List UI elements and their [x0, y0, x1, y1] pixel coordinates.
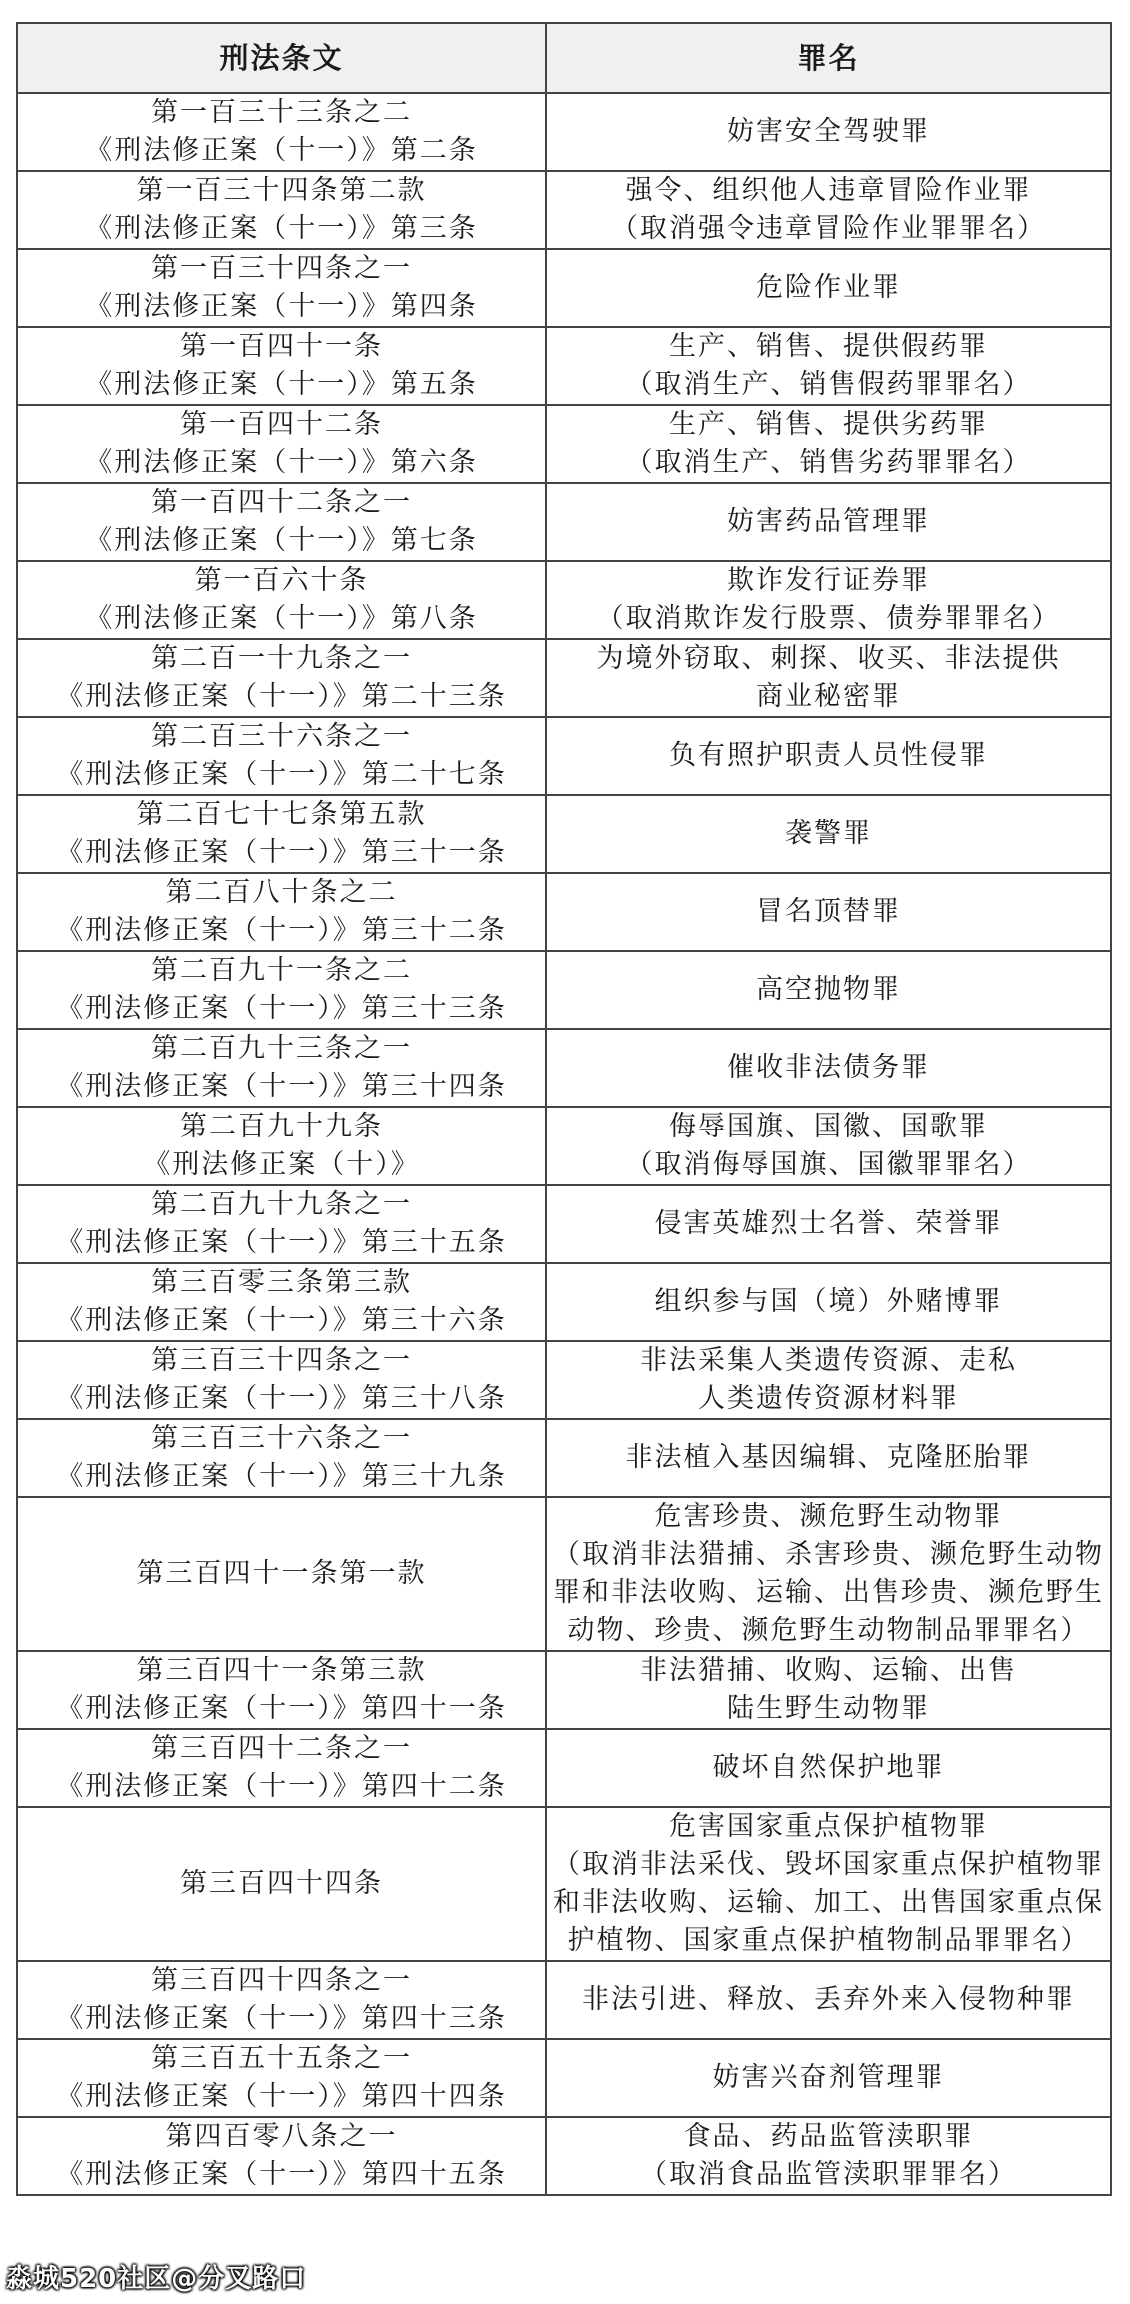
table-row: [17, 2039, 1111, 2117]
article-line: 第二百八十条之二: [165, 877, 398, 908]
crime-line: 商业秘密罪: [756, 681, 901, 712]
table-row: [17, 1185, 1111, 1263]
article-cell: [17, 1497, 546, 1651]
crime-line: 妨害药品管理罪: [727, 506, 930, 537]
crime-cell: [546, 405, 1111, 483]
article-line: 第二百九十九条: [180, 1111, 383, 1142]
article-line: 《刑法修正案（十一）》第三十五条: [56, 1227, 507, 1258]
crime-line: 非法引进、释放、丢弃外来入侵物种罪: [582, 1984, 1075, 2015]
article-line: 《刑法修正案（十一）》第四条: [85, 291, 478, 322]
table-row: [17, 483, 1111, 561]
table-row: [17, 1497, 1111, 1651]
crime-line: 冒名顶替罪: [756, 896, 901, 927]
article-cell: [17, 93, 546, 171]
crime-line: 陆生野生动物罪: [727, 1693, 930, 1724]
article-cell: [17, 1107, 546, 1185]
table-row: [17, 1263, 1111, 1341]
crime-line: 妨害兴奋剂管理罪: [712, 2062, 945, 2093]
table-row: [17, 561, 1111, 639]
article-cell: [17, 2039, 546, 2117]
crime-cell: [546, 951, 1111, 1029]
table-row: [17, 1107, 1111, 1185]
crime-cell: [546, 717, 1111, 795]
crime-line: 非法植入基因编辑、克隆胚胎罪: [625, 1442, 1032, 1473]
crime-line: （取消强令违章冒险作业罪罪名）: [611, 213, 1046, 244]
watermark: 淼城520社区@分叉路口: [6, 2264, 307, 2294]
crime-cell: [546, 1185, 1111, 1263]
table-row: [17, 1961, 1111, 2039]
crime-cell: [546, 1497, 1111, 1651]
article-line: 《刑法修正案（十一）》第三十三条: [56, 993, 507, 1024]
article-line: 第一百三十四条之一: [151, 253, 412, 284]
article-line: 《刑法修正案（十）》: [143, 1149, 420, 1180]
article-line: 《刑法修正案（十一）》第三十一条: [56, 837, 507, 868]
article-line: 第三百五十五条之一: [151, 2043, 412, 2074]
article-line: 《刑法修正案（十一）》第四十四条: [56, 2081, 507, 2112]
crime-line: 非法猎捕、收购、运输、出售: [640, 1655, 1017, 1686]
article-line: 第一百四十二条之一: [151, 487, 412, 518]
law-table-container: [16, 22, 1110, 2196]
article-cell: [17, 795, 546, 873]
table-row: [17, 1419, 1111, 1497]
article-cell: [17, 639, 546, 717]
crime-line: 危害珍贵、濒危野生动物罪: [654, 1501, 1003, 1532]
article-line: 第二百七十七条第五款: [136, 799, 427, 830]
crime-line: 非法采集人类遗传资源、走私: [640, 1345, 1017, 1376]
article-cell: [17, 171, 546, 249]
crime-cell: [546, 1419, 1111, 1497]
crime-line: 人类遗传资源材料罪: [698, 1383, 959, 1414]
article-line: 《刑法修正案（十一）》第四十二条: [56, 1771, 507, 1802]
article-cell: [17, 951, 546, 1029]
article-cell: [17, 1263, 546, 1341]
article-line: 第一百三十四条第二款: [136, 175, 427, 206]
crime-line: 侵害英雄烈士名誉、荣誉罪: [654, 1208, 1003, 1239]
article-line: 《刑法修正案（十一）》第三十八条: [56, 1383, 507, 1414]
article-line: 《刑法修正案（十一）》第四十三条: [56, 2003, 507, 2034]
article-line: 第三百三十四条之一: [151, 1345, 412, 1376]
table-row: [17, 795, 1111, 873]
table-row: [17, 1029, 1111, 1107]
table-row: [17, 1729, 1111, 1807]
crime-cell: [546, 639, 1111, 717]
table-row: [17, 639, 1111, 717]
article-cell: [17, 561, 546, 639]
table-row: [17, 717, 1111, 795]
article-line: 第三百四十一条第三款: [136, 1655, 427, 1686]
crime-cell: [546, 1961, 1111, 2039]
article-cell: [17, 249, 546, 327]
crime-line: 高空抛物罪: [756, 974, 901, 1005]
article-line: 《刑法修正案（十一）》第三十四条: [56, 1071, 507, 1102]
article-cell: [17, 483, 546, 561]
crime-line: 生产、销售、提供劣药罪: [669, 409, 988, 440]
article-line: 第三百零三条第三款: [151, 1267, 412, 1298]
article-cell: [17, 405, 546, 483]
table-body: [17, 93, 1111, 2195]
article-cell: [17, 1961, 546, 2039]
crime-cell: [546, 1029, 1111, 1107]
article-line: 《刑法修正案（十一）》第二十三条: [56, 681, 507, 712]
article-cell: [17, 1729, 546, 1807]
article-cell: [17, 1341, 546, 1419]
crime-cell: [546, 249, 1111, 327]
crime-cell: [546, 1107, 1111, 1185]
crime-cell: [546, 327, 1111, 405]
article-line: 《刑法修正案（十一）》第三十六条: [56, 1305, 507, 1336]
article-cell: [17, 1185, 546, 1263]
article-line: 《刑法修正案（十一）》第四十一条: [56, 1693, 507, 1724]
article-line: 《刑法修正案（十一）》第六条: [85, 447, 478, 478]
article-line: 第三百四十二条之一: [151, 1733, 412, 1764]
table-header-row: [17, 23, 1111, 93]
table-row: [17, 951, 1111, 1029]
crime-line: （取消非法猎捕、杀害珍贵、濒危野生动物: [553, 1539, 1104, 1570]
article-line: 第三百四十四条之一: [151, 1965, 412, 1996]
article-line: 《刑法修正案（十一）》第三十二条: [56, 915, 507, 946]
crime-line: 催收非法债务罪: [727, 1052, 930, 1083]
article-line: 第一百六十条: [194, 565, 369, 596]
article-line: 《刑法修正案（十一）》第二十七条: [56, 759, 507, 790]
header-crime: 罪名: [546, 23, 1111, 93]
crime-line: （取消欺诈发行股票、债券罪罪名）: [596, 603, 1061, 634]
crime-cell: [546, 795, 1111, 873]
table-row: [17, 2117, 1111, 2195]
article-line: 第二百九十三条之一: [151, 1033, 412, 1064]
crime-line: 破坏自然保护地罪: [712, 1752, 945, 1783]
article-line: 《刑法修正案（十一）》第二条: [85, 135, 478, 166]
article-cell: [17, 2117, 546, 2195]
article-line: 第二百三十六条之一: [151, 721, 412, 752]
article-cell: [17, 873, 546, 951]
table-row: [17, 1807, 1111, 1961]
table-row: [17, 873, 1111, 951]
table-row: [17, 405, 1111, 483]
table-row: [17, 1651, 1111, 1729]
crime-cell: [546, 2039, 1111, 2117]
article-line: 《刑法修正案（十一）》第五条: [85, 369, 478, 400]
crime-line: 危险作业罪: [756, 272, 901, 303]
article-cell: [17, 1651, 546, 1729]
crime-line: 护植物、国家重点保护植物制品罪罪名）: [567, 1925, 1090, 1956]
crime-table: [16, 22, 1112, 2196]
article-cell: [17, 327, 546, 405]
crime-line: （取消生产、销售假药罪罪名）: [625, 369, 1032, 400]
article-line: 《刑法修正案（十一）》第八条: [85, 603, 478, 634]
crime-line: （取消食品监管渎职罪罪名）: [640, 2159, 1017, 2190]
crime-cell: [546, 561, 1111, 639]
table-row: [17, 93, 1111, 171]
article-line: 《刑法修正案（十一）》第三条: [85, 213, 478, 244]
crime-line: （取消非法采伐、毁坏国家重点保护植物罪: [553, 1849, 1104, 1880]
crime-cell: [546, 1729, 1111, 1807]
article-cell: [17, 1419, 546, 1497]
crime-line: 负有照护职责人员性侵罪: [669, 740, 988, 771]
header-article: 刑法条文: [17, 23, 546, 93]
crime-cell: [546, 171, 1111, 249]
crime-line: 强令、组织他人违章冒险作业罪: [625, 175, 1032, 206]
crime-cell: [546, 1341, 1111, 1419]
article-line: 《刑法修正案（十一）》第七条: [85, 525, 478, 556]
article-line: 《刑法修正案（十一）》第三十九条: [56, 1461, 507, 1492]
crime-cell: [546, 1807, 1111, 1961]
crime-line: 组织参与国（境）外赌博罪: [654, 1286, 1003, 1317]
crime-line: 欺诈发行证券罪: [727, 565, 930, 596]
article-line: 第二百九十一条之二: [151, 955, 412, 986]
article-cell: [17, 717, 546, 795]
table-row: [17, 1341, 1111, 1419]
crime-line: 食品、药品监管渎职罪: [683, 2121, 974, 2152]
crime-line: 危害国家重点保护植物罪: [669, 1811, 988, 1842]
crime-line: 生产、销售、提供假药罪: [669, 331, 988, 362]
article-cell: [17, 1807, 546, 1961]
crime-line: 为境外窃取、刺探、收买、非法提供: [596, 643, 1061, 674]
crime-line: 动物、珍贵、濒危野生动物制品罪罪名）: [567, 1615, 1090, 1646]
crime-cell: [546, 1263, 1111, 1341]
article-line: 第三百四十一条第一款: [136, 1558, 427, 1589]
article-line: 《刑法修正案（十一）》第四十五条: [56, 2159, 507, 2190]
crime-line: 妨害安全驾驶罪: [727, 116, 930, 147]
article-cell: [17, 1029, 546, 1107]
table-row: [17, 249, 1111, 327]
crime-cell: [546, 2117, 1111, 2195]
article-line: 第三百三十六条之一: [151, 1423, 412, 1454]
article-line: 第四百零八条之一: [165, 2121, 398, 2152]
crime-line: 罪和非法收购、运输、出售珍贵、濒危野生: [553, 1577, 1104, 1608]
article-line: 第三百四十四条: [180, 1868, 383, 1899]
crime-cell: [546, 1651, 1111, 1729]
crime-cell: [546, 483, 1111, 561]
crime-line: （取消侮辱国旗、国徽罪罪名）: [625, 1149, 1032, 1180]
table-row: [17, 327, 1111, 405]
crime-line: 和非法收购、运输、加工、出售国家重点保: [553, 1887, 1104, 1918]
crime-line: 侮辱国旗、国徽、国歌罪: [669, 1111, 988, 1142]
article-line: 第一百三十三条之二: [151, 97, 412, 128]
table-row: [17, 171, 1111, 249]
crime-cell: [546, 93, 1111, 171]
article-line: 第一百四十一条: [180, 331, 383, 362]
crime-cell: [546, 873, 1111, 951]
article-line: 第二百一十九条之一: [151, 643, 412, 674]
crime-line: （取消生产、销售劣药罪罪名）: [625, 447, 1032, 478]
article-line: 第二百九十九条之一: [151, 1189, 412, 1220]
article-line: 第一百四十二条: [180, 409, 383, 440]
crime-line: 袭警罪: [785, 818, 872, 849]
